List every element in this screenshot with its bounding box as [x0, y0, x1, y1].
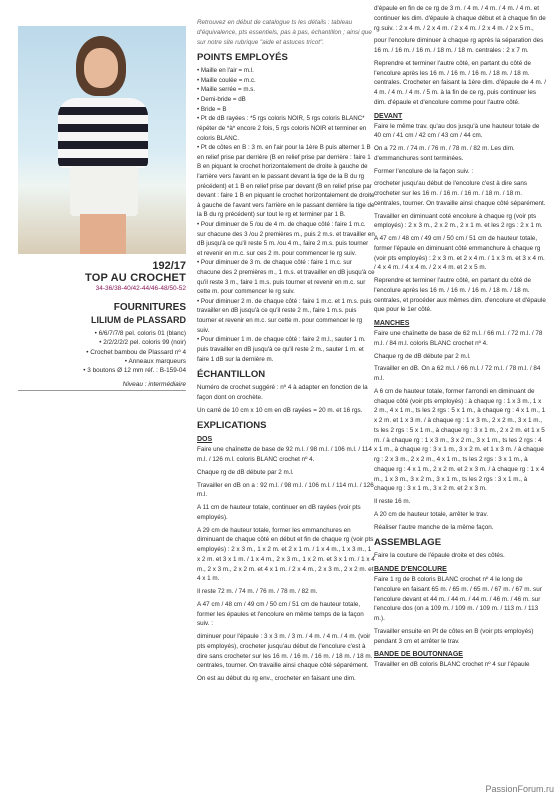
paragraph: Reprendre et terminer l'autre côté, en partant du côté de l'encolure après les 16 m. / 16 m. / 16 m. / 18 m. / 18 m. centrales, et procéder aux mêmes dim. d'encolure et d'épaule que pour le 1er côté. [374, 277, 546, 314]
paragraph: pour l'encolure diminuer à chaque rg après la séparation des 16 m. / 16 m. / 16 m. / 18 m. / 18 m. centrales : 2 x 7 m. [374, 37, 544, 54]
paragraph: d'épaule en fin de ce rg de 3 m. / 4 m. / 4 m. / 4 m. / 4 m. et continuer les dim. d'épaule à chaque début et à chaque fin de rg suiv. : 2 x 4 m. / 2 x 4 m. / 2 x 4 m. / 2 x 4 m. / 2 x 5 m., [374, 5, 546, 32]
dos-header: DOS [197, 436, 213, 444]
bande-boutonnage-header: BANDE DE BOUTONNAGE [374, 651, 463, 659]
paragraph: Réaliser l'autre manche de la même façon. [374, 523, 494, 531]
ech-text: Numéro de crochet suggéré : nº 4 à adapter en fonction de la façon dont on crochète. [197, 384, 368, 401]
list-item: • 2/2/2/2/2 pel. coloris 99 (noir) [99, 339, 186, 347]
paragraph: Faire 1 rg de B coloris BLANC crochet nº 4 le long de l'encolure en faisant 65 m. / 65 m. / 65 m. / 67 m. / 67 m. sur l'encolure devant et 44 m. / 44 m. / 44 m. / 46 m. / 46 m. sur l'encolure dos (on a 109 m. / 109 m. / 109 m. / 113 m. / 113 m.). [374, 576, 542, 622]
striped-top [58, 98, 148, 168]
model-photo [18, 26, 186, 254]
list-item: • 3 boutons Ø 12 mm réf. : B-159-04 [83, 367, 186, 375]
sizes: 34-36/38-40/42-44/46-48/50-52 [95, 285, 186, 292]
brand: LILIUM de PLASSARD [90, 315, 186, 325]
expl-header: EXPLICATIONS [197, 420, 267, 432]
list-item: • Pt de côtes en B : 3 m. en l'air pour la 1ère B puis alterner 1 B en relief prise par derrière (B en relief prise par derrière : faire 1 B en piquant le crochet horizontalement de droite à gauche de l'arrière vers l'avant en le passant devant la tige de la B du rg précédent) et 1 B en relief prise par devant (B en relief prise par devant : faire 1 B en piquant le crochet horizontalement de droite à gauche de l'avant vers l'arrière en le passant derrière la tige de la B du rg précédent) sur tout le rg et terminer par 1 B. [197, 143, 375, 220]
paragraph: Chaque rg de dB débute par 2 m.l. [374, 352, 471, 360]
intro: Retrouvez en début de catalogue ts les détails : tableau d'équivalence, pts essentiels, pas à pas, échantillon ; ainsi que sur notre site rubrique "aide et astuces tricot". [197, 19, 372, 46]
list-item: • Maille coulée = m.c. [197, 76, 375, 86]
pattern-number: 192/17 [152, 260, 186, 272]
paragraph: Travailler en diminuant coté encolure à chaque rg (voir pts employés) : 2 x 3 m., 2 x 2 m., 2 x 1 m. et les 2 rgs : 2 x 1 m. [374, 212, 543, 230]
paragraph: Travailler en dB. On a 62 m.l. / 66 m.l. / 72 m.l. / 78 m.l. / 84 m.l. [374, 365, 541, 382]
paragraph: Chaque rg de dB débute par 2 m.l. [197, 468, 294, 476]
paragraph: crocheter jusqu'au début de l'encolure c'est à dire sans crocheter sur les 16 m. / 16 m. / 16 m. / 18 m. / 18 m. centrales, tourner. On travaille ainsi chaque côté séparément. [374, 180, 546, 207]
paragraph: Faire une chaînette de base de 92 m.l. / 98 m.l. / 106 m.l. / 114 m.l. / 126 m.l. coloris BLANC crochet nº 4. [197, 446, 372, 464]
left-column [18, 0, 186, 391]
level: Niveau : intermédiaire [18, 381, 186, 391]
assemblage-header: ASSEMBLAGE [374, 537, 442, 549]
paragraph: A 47 cm / 48 cm / 49 cm / 50 cm / 51 cm de hauteur totale, former les épaules et l'encolure en même temps de la façon suiv. : [197, 600, 364, 628]
list-item: • 6/6/7/7/8 pel. coloris 01 (blanc) [94, 330, 186, 337]
points-header: POINTS EMPLOYÉS [197, 52, 288, 64]
watermark: PassionForum.ru [485, 784, 554, 794]
list-item: • Maille en l'air = m.l. [197, 66, 375, 76]
supplies-list [18, 329, 186, 375]
paragraph: Reprendre et terminer l'autre côté, en partant du côté de l'encolure après les 16 m. / 16 m. / 16 m. / 18 m. / 18 m. centrales. Crocheter en faisant la 1ère dim. d'épaule de 4 m. / 4 m. / 4 m. / 4 m. / 5 m. à la fin de ce rg, puis continuer les dim. d'épaule et d'encolure comme pour l'autre côté. [374, 59, 547, 106]
paragraph: A 6 cm de hauteur totale, former l'arrondi en diminuant de chaque côté (voir pts employés) : à chaque rg : 1 x 3 m., 1 x 2 m., 4 x 1 m., ts les 2 rgs : 5 x 1 m., à chaque rg : 4 x 1 m., 1 x 2 m. et 1 x 3 m. / à chaque rg : 1 x 3 m., 2 x 2 m., 3 x 1 m., ts les 2 rgs : 5 x 1 m., à chaque rg : 3 x 1 m., 2 x 2 m. et 1 x 5 m. / à chaque rg : 1 x 3 m., 3 x 2 m., 3 x 1 m., ts les 2 rgs : 4 x 1 m., à chaque rg : 3 x 1 m., 3 x 2 m. et 1 x 3 m. / à chaque rg : 2 x 3 m., 2 x 2 m., 4 x 1 m., ts les 2 rgs : 3 x 1 m., à chaque rg : 4 x 1 m., 2 x 2 m. et 2 x 3 m. / à chaque rg : 1 x 4 m., 1 x 3 m., 3 x 2 m., 3 x 1 m., ts les 2 rgs : 3 x 1 m., à chaque rg : 3 x 1 m., 3 x 2 m. et 2 x 3 m. [374, 387, 546, 493]
paragraph: Faire la couture de l'épaule droite et des côtés. [374, 552, 505, 560]
paragraph: On a 72 m. / 74 m. / 76 m. / 78 m. / 82 m. Les dim. d'emmanchures sont terminées. [374, 145, 515, 162]
paragraph: diminuer pour l'épaule : 3 x 3 m. / 3 m. / 4 m. / 4 m. / 4 m. (voir pts employés), crocheter jusqu'au début de l'encolure c'est à dire sans crocheter sur les 16 m. / 16 m. / 16 m. / 18 m. / 18 m. centrales, tourner. On travaille ainsi chaque côté séparément. [197, 633, 373, 670]
paragraph: Travailler ensuite en Pt de côtes en B (voir pts employés) pendant 3 cm et arrêter le trav. [374, 627, 534, 645]
paragraph: A 11 cm de hauteur totale, continuer en dB rayées (voir pts employés). [197, 504, 361, 521]
paragraph: Former l'encolure de la façon suiv. : [374, 167, 474, 175]
devant-header: DEVANT [374, 112, 403, 120]
paragraph: Faire une chaînette de base de 62 m.l. / 66 m.l. / 72 m.l. / 78 m.l. / 84 m.l. coloris BLANC crochet nº 4. [374, 330, 543, 347]
manches-header: MANCHES [374, 320, 410, 327]
middle-column [197, 18, 375, 687]
paragraph: Il reste 16 m. [374, 498, 411, 505]
points-list [197, 66, 375, 364]
list-item: • Maille serrée = m.s. [197, 85, 375, 95]
ech-text: Un carré de 10 cm x 10 cm en dB rayées = 20 m. et 16 rgs. [197, 406, 363, 414]
list-item: • Pour diminuer 1 m. de chaque côté : faire 2 m.l., sauter 1 m. puis travailler en dB jusqu'à ce qu'il reste 2 m., sauter 1 m. et faire 1 dB sur la dernière m. [197, 335, 375, 364]
paragraph: Faire le même trav. qu'au dos jusqu'à une hauteur totale de 40 cm / 41 cm / 42 cm / 43 cm / 44 cm. [374, 122, 540, 140]
pattern-title: TOP AU CROCHET [85, 272, 186, 284]
paragraph: A 47 cm / 48 cm / 49 cm / 50 cm / 51 cm de hauteur totale, former l'épaule en diminuant côté emmanchure à chaque rg (voir pts employés) : 2 x 3 m. et 2 x 4 m. / 1 x 3 m. et 3 x 4 m. / 4 x 4 m. / 4 x 4 m. / 2 x 4 m. et 2 x 5 m. [374, 235, 545, 272]
list-item: • Anneaux marqueurs [124, 357, 186, 365]
list-item: • Pt de dB rayées : *5 rgs coloris NOIR, 5 rgs coloris BLANC* répéter de *à* encore 2 fois, 5 rgs coloris NOIR et terminer en coloris BLANC. [197, 114, 375, 143]
list-item: • Bride = B [197, 105, 375, 115]
list-item: • Pour diminuer de 3 m. de chaque côté : faire 1 m.c. sur chacune des 2 premières m., 1 m.s. et travailler en dB jusqu'à ce qu'il reste 3 m., faire 1 m.s. puis tourner et revenir en m.c. sur cette m. pour commencer le rg suiv. [197, 258, 375, 296]
right-column [374, 4, 546, 673]
paragraph: On est au début du rg env., crocheter en faisant une dim. [197, 675, 356, 683]
paragraph: A 20 cm de hauteur totale, arrêter le trav. [374, 510, 488, 518]
paragraph: Travailler en dB coloris BLANC crochet nº 4 sur l'épaule [374, 661, 530, 669]
list-item: • Pour diminuer 2 m. de chaque côté : faire 1 m.c. et 1 m.s. puis travailler en dB jusqu'à ce qu'il reste 2 m., faire 1 m.s. puis tourner et revenir en m.c. sur cette m. pour commencer le rg suiv. [197, 297, 375, 335]
paragraph: A 29 cm de hauteur totale, former les emmanchures en diminuant de chaque côté en début et fin de chaque rg (voir pts employés) : 2 x 3 m., 1 x 2 m. et 2 x 1 m. / 1 x 4 m., 1 x 3 m., 1 x 2 m. et 3 x 1 m. / 1 x 4 m., 2 x 3 m., 1 x 2 m. et 3 x 1 m. / 1 x 4 m., 2 x 3 m., 2 x 2 m. et 4 x 1 m. / 2 x 4 m., 2 x 3 m., 2 x 2 m. et 4 x 1 m. [197, 526, 375, 583]
list-item: • Demi-bride = dB [197, 95, 375, 105]
supplies-header: FOURNITURES [113, 302, 186, 313]
bande-encolure-header: BANDE D'ENCOLURE [374, 566, 447, 573]
paragraph: Il reste 72 m. / 74 m. / 76 m. / 78 m. / 82 m. [197, 588, 318, 596]
list-item: • Pour diminuer de 5 /ou de 4 m. de chaque côté : faire 1 m.c. sur chacune des 3 /ou 2 premières m., puis 2 m.s. et travailler en dB jusqu'à ce qu'il reste 5 m. /ou 4 m., faire 2 m.s. puis tourner et revenir en m.c. sur ces 2 m. pour commencer le rg suiv. [197, 220, 375, 258]
ech-header: ÉCHANTILLON [197, 369, 266, 381]
list-item: • Crochet bambou de Plassard nº 4 [86, 348, 186, 356]
paragraph: Travailler en dB on a : 92 m.l. / 98 m.l. / 106 m.l. / 114 m.l. / 126 m.l. [197, 481, 374, 499]
